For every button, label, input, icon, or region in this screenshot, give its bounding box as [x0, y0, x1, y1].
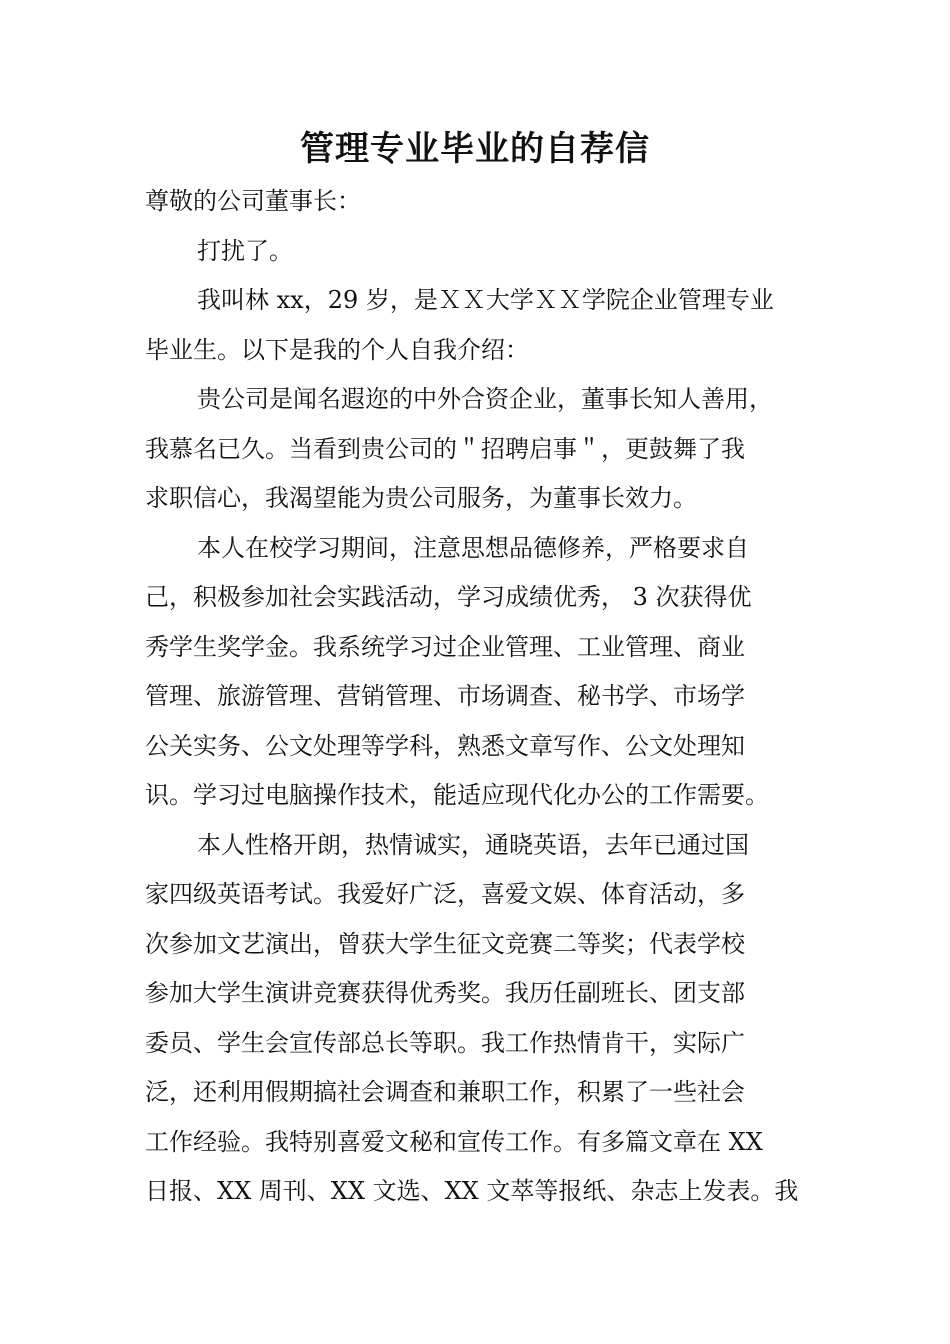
- paragraph-line: 我叫林 xx，29 岁，是ＸＸ大学ＸＸ学院企业管理专业: [197, 286, 774, 314]
- paragraph-line: 识。学习过电脑操作技术，能适应现代化办公的工作需要。: [145, 781, 769, 809]
- document-title: 管理专业毕业的自荐信: [300, 129, 650, 169]
- paragraph-line: 己，积极参加社会实践活动，学习成绩优秀， 3 次获得优: [145, 583, 752, 611]
- paragraph-line: 次参加文艺演出，曾获大学生征文竞赛二等奖；代表学校: [145, 929, 745, 958]
- paragraph-line: 我慕名已久。当看到贵公司的＂招聘启事＂，更鼓舞了我: [145, 434, 745, 463]
- paragraph-line: 贵公司是闻名遐迩的中外合资企业，董事长知人善用，: [197, 385, 773, 413]
- paragraph-line: 日报、XX 周刊、XX 文选、XX 文萃等报纸、杂志上发表。我: [145, 1177, 799, 1205]
- paragraph-line: 委员、学生会宣传部总长等职。我工作热情肯干，实际广: [145, 1028, 745, 1057]
- paragraph-line: 泛，还利用假期搞社会调查和兼职工作，积累了一些社会: [145, 1078, 745, 1106]
- paragraph-line: 打扰了。: [197, 236, 293, 265]
- paragraph-line: 管理、旅游管理、营销管理、市场调查、秘书学、市场学: [145, 682, 745, 710]
- letter-body: [145, 177, 810, 1217]
- paragraph-line: 本人性格开朗，热情诚实，通晓英语，去年已通过国: [197, 830, 749, 859]
- salutation: 尊敬的公司董事长：: [145, 187, 361, 215]
- paragraph-line: 参加大学生演讲竞赛获得优秀奖。我历任副班长、团支部: [145, 979, 745, 1007]
- paragraph-line: 秀学生奖学金。我系统学习过企业管理、工业管理、商业: [145, 632, 745, 661]
- paragraph-line: 本人在校学习期间，注意思想品德修养，严格要求自: [197, 533, 749, 562]
- paragraph-line: 公关实务、公文处理等学科，熟悉文章写作、公文处理知: [145, 731, 745, 760]
- paragraph-line: 工作经验。我特别喜爱文秘和宣传工作。有多篇文章在 XX: [145, 1127, 763, 1156]
- paragraph-line: 求职信心，我渴望能为贵公司服务，为董事长效力。: [145, 484, 697, 512]
- paragraph-line: 家四级英语考试。我爱好广泛，喜爱文娱、体育活动，多: [145, 880, 745, 908]
- paragraph-line: 毕业生。以下是我的个人自我介绍：: [145, 335, 529, 364]
